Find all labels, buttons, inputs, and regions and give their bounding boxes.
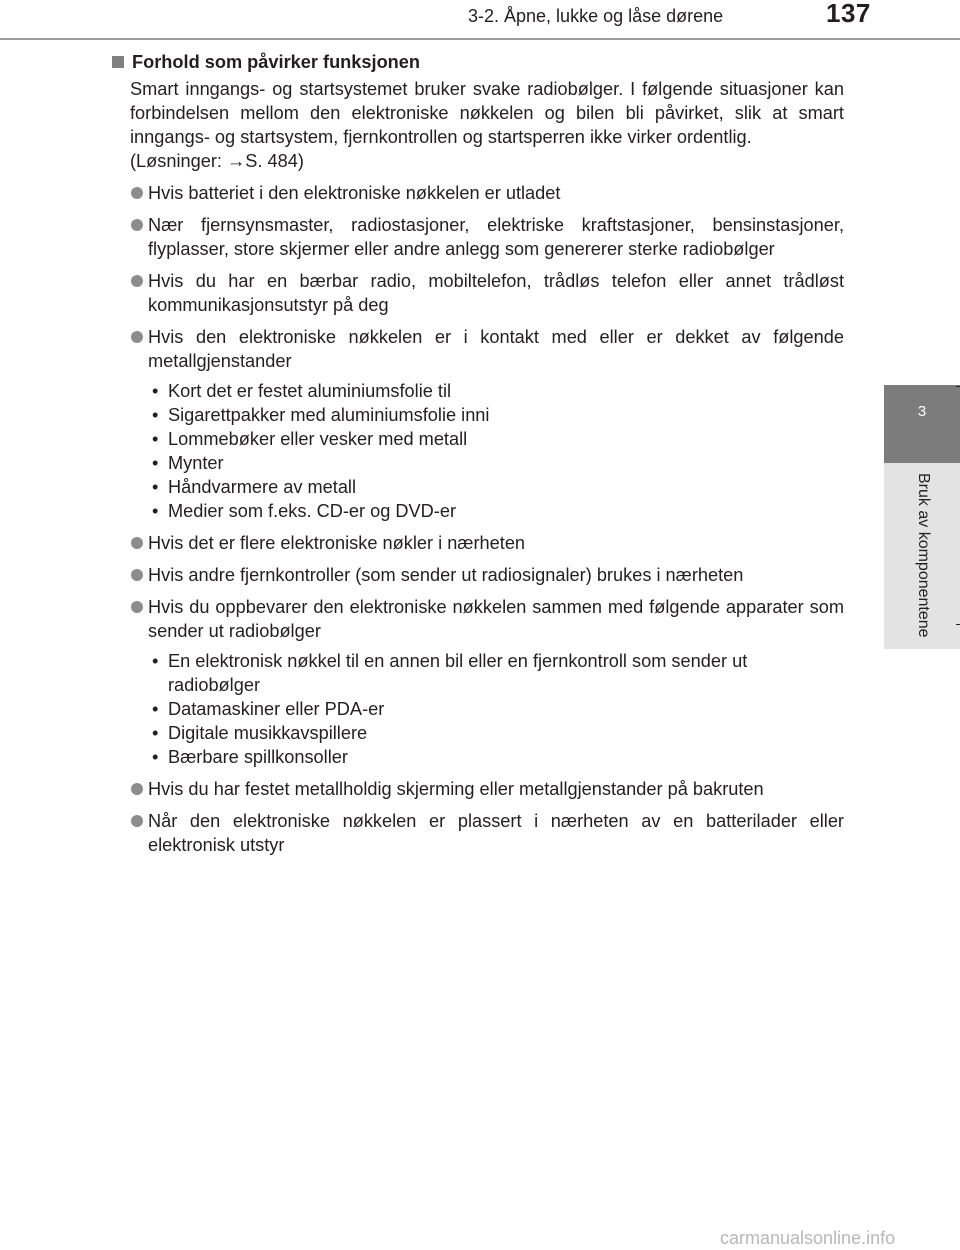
page-header bbox=[0, 0, 960, 40]
dot-bullet-icon: • bbox=[152, 501, 159, 521]
sub-list-item bbox=[148, 379, 844, 403]
sub-list-item bbox=[148, 499, 844, 523]
dot-bullet-icon: • bbox=[152, 723, 159, 743]
reference-target: S. 484) bbox=[245, 151, 304, 171]
sub-list-item-text: Digitale musikkavspillere bbox=[168, 723, 368, 743]
list-item bbox=[108, 777, 844, 801]
dot-bullet-icon: • bbox=[152, 477, 159, 497]
sub-list-item-text: Sigarettpakker med aluminiumsfolie inni bbox=[168, 405, 490, 425]
watermark: carmanualsonline.info bbox=[720, 1228, 896, 1248]
section-heading-text: Forhold som påvirker funksjonen bbox=[132, 52, 421, 72]
circle-bullet-icon bbox=[131, 815, 143, 827]
chapter-tab-number: 3 bbox=[917, 403, 927, 420]
intro-paragraph bbox=[130, 77, 844, 173]
sub-list-item bbox=[148, 427, 844, 451]
list-item bbox=[108, 595, 844, 643]
dot-bullet-icon: • bbox=[152, 747, 159, 767]
circle-bullet-icon bbox=[131, 275, 143, 287]
dot-bullet-icon: • bbox=[152, 429, 159, 449]
page-number: 137 bbox=[826, 0, 871, 28]
sub-list-item bbox=[148, 451, 844, 475]
sub-list-item bbox=[148, 721, 844, 745]
dot-bullet-icon: • bbox=[152, 453, 159, 473]
reference-prefix: (Løsninger: bbox=[130, 151, 228, 171]
sub-list-item-text: En elektronisk nøkkel til en annen bil eller en fjernkontroll som sender ut radiobølger bbox=[168, 651, 748, 695]
sub-list-item bbox=[148, 697, 844, 721]
sub-list-item-text: Medier som f.eks. CD-er og DVD-er bbox=[168, 501, 457, 521]
chapter-title: 3-2. Åpne, lukke og låse dørene bbox=[468, 6, 724, 26]
sub-list-item-text: Bærbare spillkonsoller bbox=[168, 747, 348, 767]
sub-list bbox=[148, 649, 844, 769]
list-item bbox=[108, 269, 844, 317]
solution-reference bbox=[130, 149, 844, 173]
dot-bullet-icon: • bbox=[152, 381, 159, 401]
header-divider bbox=[0, 38, 960, 40]
list-item-text: Hvis den elektroniske nøkkelen er i kontakt med eller er dekket av følgende metallgjenstander bbox=[148, 327, 844, 371]
condition-list bbox=[108, 181, 844, 857]
circle-bullet-icon bbox=[131, 187, 143, 199]
sub-list-item-text: Datamaskiner eller PDA-er bbox=[168, 699, 385, 719]
intro-text: Smart inngangs- og startsystemet bruker svake radiobølger. I følgende situasjoner kan forbindelsen mellom den elektroniske nøkkelen og bilen bli påvirket, slik at smart inngangs- og startsystem, fjernkontrollen og startsperren ikke virker ordentlig. bbox=[130, 79, 844, 147]
circle-bullet-icon bbox=[131, 569, 143, 581]
sub-list-item bbox=[148, 475, 844, 499]
list-item bbox=[108, 181, 844, 205]
list-item-text: Hvis du oppbevarer den elektroniske nøkkelen sammen med følgende apparater som sender ut radiobølger bbox=[148, 597, 844, 641]
list-item-text: Nær fjernsynsmaster, radiostasjoner, elektriske kraftstasjoner, bensinstasjoner, flyplasser, store skjermer eller andre anlegg som genererer sterke radiobølger bbox=[148, 215, 844, 259]
list-item-text: Når den elektroniske nøkkelen er plassert i nærheten av en batterilader eller elektronisk utstyr bbox=[148, 811, 844, 855]
margin-tick bbox=[956, 624, 960, 625]
list-item bbox=[108, 809, 844, 857]
sub-list-item-text: Lommebøker eller vesker med metall bbox=[168, 429, 468, 449]
list-item bbox=[108, 531, 844, 555]
sub-list bbox=[148, 379, 844, 523]
chapter-tab bbox=[884, 385, 960, 463]
list-item bbox=[108, 213, 844, 261]
arrow-icon: → bbox=[227, 151, 246, 171]
sub-list-item bbox=[148, 403, 844, 427]
list-item-text: Hvis batteriet i den elektroniske nøkkelen er utladet bbox=[148, 183, 561, 203]
sub-list-item-text: Mynter bbox=[168, 453, 224, 473]
list-item bbox=[108, 563, 844, 587]
circle-bullet-icon bbox=[131, 331, 143, 343]
list-item-text: Hvis andre fjernkontroller (som sender ut radiosignaler) brukes i nærheten bbox=[148, 565, 744, 585]
dot-bullet-icon: • bbox=[152, 699, 159, 719]
circle-bullet-icon bbox=[131, 783, 143, 795]
list-item-text: Hvis det er flere elektroniske nøkler i nærheten bbox=[148, 533, 526, 553]
list-item bbox=[108, 325, 844, 373]
section-heading bbox=[108, 50, 844, 74]
list-item-text: Hvis du har festet metallholdig skjerming eller metallgjenstander på bakruten bbox=[148, 779, 764, 799]
sub-list-item bbox=[148, 745, 844, 769]
chapter-tab-label: Bruk av komponentene bbox=[915, 473, 932, 638]
dot-bullet-icon: • bbox=[152, 651, 159, 671]
circle-bullet-icon bbox=[131, 537, 143, 549]
square-bullet-icon bbox=[112, 56, 124, 68]
sub-list-item bbox=[148, 649, 844, 697]
margin-tick bbox=[956, 386, 960, 387]
chapter-tab-label-box bbox=[884, 463, 960, 649]
circle-bullet-icon bbox=[131, 601, 143, 613]
sub-list-item-text: Kort det er festet aluminiumsfolie til bbox=[168, 381, 452, 401]
list-item-text: Hvis du har en bærbar radio, mobiltelefon, trådløs telefon eller annet trådløst kommunikasjonsutstyr på deg bbox=[148, 271, 844, 315]
page-content bbox=[108, 50, 844, 857]
dot-bullet-icon: • bbox=[152, 405, 159, 425]
circle-bullet-icon bbox=[131, 219, 143, 231]
sub-list-item-text: Håndvarmere av metall bbox=[168, 477, 357, 497]
